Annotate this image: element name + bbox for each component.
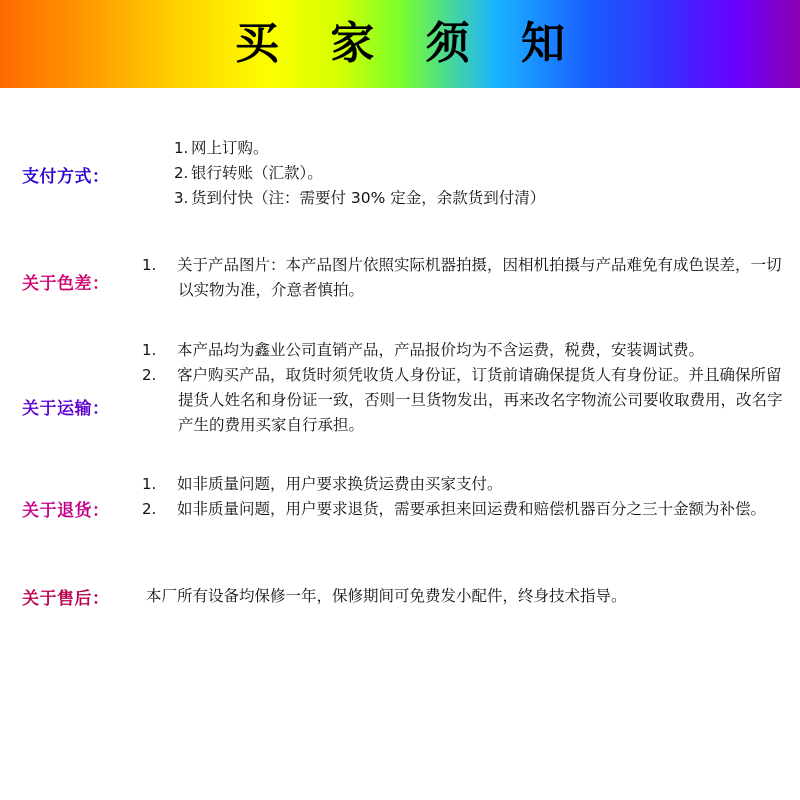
list-item [142,497,786,522]
page-title: 买 家 须 知 [235,18,583,69]
notice-content [0,136,800,609]
list-item [142,338,786,363]
list-number: 2. [142,365,157,384]
list-text: 本厂所有设备均保修一年，保修期间可免费发小配件，终身技术指导。 [146,587,627,606]
list-item [174,136,786,161]
section-label-shipping: 关于运输： [22,398,110,419]
list-number: 1. [174,139,189,157]
section-color-difference [0,253,800,303]
list-item [142,472,786,497]
list-item [146,584,786,609]
list-text: 如非质量问题，用户要求退货，需要承担来回运费和赔偿机器百分之三十金额为补偿。 [177,500,767,519]
list-number: 2. [142,500,157,519]
section-returns [0,472,800,522]
section-lines-payment [142,136,786,211]
list-text: 关于产品图片：本产品图片依照实际机器拍摄，因相机拍摄与产品难免有成色误差，一切以实物为准，介意者慎拍。 [177,256,782,300]
list-text: 如非质量问题，用户要求换货运费由买家支付。 [177,474,503,493]
section-lines-color-difference [142,253,786,303]
section-label-color-difference: 关于色差： [22,274,110,295]
section-label-returns: 关于退货： [22,500,110,521]
list-item [174,186,786,211]
section-after-sales [0,584,800,609]
list-number: 1. [142,474,157,493]
list-number: 1. [142,256,157,275]
section-lines-returns [142,472,786,522]
list-text: 本产品均为鑫业公司直销产品，产品报价均为不含运费，税费，安装调试费。 [177,340,705,359]
list-item [174,161,786,186]
list-number: 1. [142,340,157,359]
list-item [142,363,786,438]
list-number: 3. [174,189,189,208]
banner [0,0,800,88]
list-text: 客户购买产品，取货时须凭收货人身份证，订货前请确保提货人有身份证。并且确保所留提货人姓名和身份证一致，否则一旦货物发出，再来改名字物流公司要收取费用，改名字产生的费用买家自行承担。 [177,365,783,434]
section-payment [0,136,800,211]
section-label-after-sales: 关于售后： [22,589,110,610]
section-label-payment: 支付方式： [22,167,110,187]
list-number: 2. [174,164,189,183]
section-lines-shipping [142,338,786,438]
list-item [142,253,786,303]
section-lines-after-sales [142,584,786,609]
section-shipping [0,338,800,438]
list-text: 货到付快（注：需要付 30% 定金，余款货到付清） [191,189,546,208]
list-text: 网上订购。 [191,139,269,157]
list-text: 银行转账（汇款）。 [191,164,323,183]
